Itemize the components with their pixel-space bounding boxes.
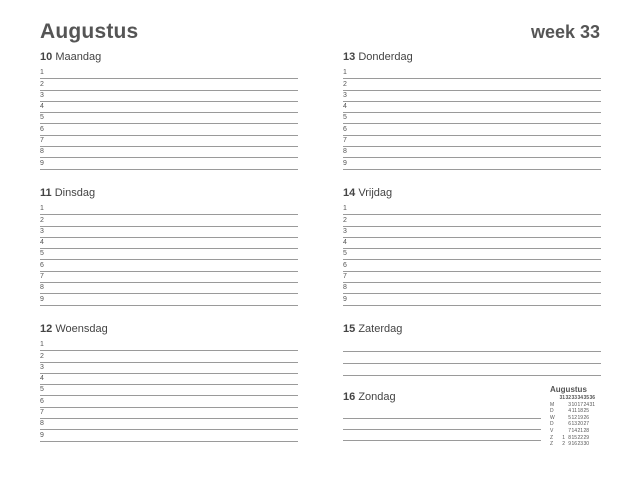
mini-calendar-date: 22 xyxy=(577,434,583,441)
mini-calendar-weekday: D xyxy=(550,408,554,415)
hour-line[interactable] xyxy=(40,79,298,90)
day-header xyxy=(343,322,601,336)
hour-label: 5 xyxy=(40,386,44,394)
hour-line[interactable] xyxy=(40,204,298,215)
hour-line[interactable] xyxy=(40,158,298,169)
writing-line[interactable] xyxy=(343,419,541,430)
hour-line[interactable] xyxy=(40,91,298,102)
hour-line[interactable] xyxy=(343,294,601,305)
hour-line[interactable] xyxy=(343,102,601,113)
hour-line[interactable] xyxy=(343,238,601,249)
day-header xyxy=(40,186,298,200)
mini-calendar-weekday: M xyxy=(550,401,555,408)
hour-label: 2 xyxy=(40,216,44,224)
hour-line[interactable] xyxy=(40,351,298,362)
writing-line[interactable] xyxy=(343,364,601,376)
day-name: Donderdag xyxy=(358,51,413,63)
hour-label: 7 xyxy=(40,137,44,145)
hour-line[interactable] xyxy=(40,238,298,249)
hour-line[interactable] xyxy=(343,113,601,124)
hour-line[interactable] xyxy=(40,215,298,226)
day-number: 16 xyxy=(343,391,356,403)
writing-line[interactable] xyxy=(343,340,601,352)
hour-label: 6 xyxy=(343,125,347,133)
mini-calendar-date xyxy=(589,428,595,435)
mini-calendar-date: 18 xyxy=(577,408,583,415)
hour-label: 5 xyxy=(343,250,347,258)
hour-label: 9 xyxy=(40,159,44,167)
hour-label: 5 xyxy=(40,250,44,258)
mini-calendar-weekday: D xyxy=(550,421,554,428)
hour-label: 1 xyxy=(343,69,347,77)
day-block-tuesday xyxy=(40,186,298,306)
hour-line[interactable] xyxy=(343,147,601,158)
mini-calendar-row xyxy=(550,415,595,422)
hour-line[interactable] xyxy=(40,340,298,351)
hour-line[interactable] xyxy=(40,396,298,407)
day-number: 12 xyxy=(40,323,53,335)
mini-calendar-weeks-row xyxy=(550,395,595,402)
hour-label: 9 xyxy=(40,431,44,439)
hour-label: 3 xyxy=(40,91,44,99)
hour-label: 9 xyxy=(343,295,347,303)
day-block-sunday xyxy=(343,390,541,441)
hour-label: 1 xyxy=(40,205,44,213)
hour-line[interactable] xyxy=(40,385,298,396)
mini-calendar-weekday: Z xyxy=(550,434,554,441)
hour-label: 6 xyxy=(343,261,347,269)
day-header xyxy=(40,322,298,336)
mini-calendar-week-number: 31 xyxy=(559,395,565,401)
hour-line[interactable] xyxy=(343,158,601,169)
hour-line[interactable] xyxy=(40,147,298,158)
hour-line[interactable] xyxy=(40,419,298,430)
mini-calendar-date: 27 xyxy=(583,421,589,428)
mini-calendar-date: 26 xyxy=(583,414,589,421)
hour-label: 6 xyxy=(40,125,44,133)
hour-line[interactable] xyxy=(343,227,601,238)
writing-line[interactable] xyxy=(343,352,601,364)
mini-calendar-row xyxy=(550,402,595,409)
hour-line[interactable] xyxy=(40,283,298,294)
mini-calendar-date: 9 xyxy=(568,441,571,448)
mini-calendar-date: 31 xyxy=(589,401,595,408)
hour-label: 7 xyxy=(40,409,44,417)
day-number: 11 xyxy=(40,187,52,199)
mini-calendar-date: 5 xyxy=(568,414,571,421)
hour-line[interactable] xyxy=(40,102,298,113)
hour-line[interactable] xyxy=(343,91,601,102)
hour-line[interactable] xyxy=(40,363,298,374)
mini-calendar-date: 7 xyxy=(568,427,571,434)
hour-line[interactable] xyxy=(343,215,601,226)
hour-label: 5 xyxy=(40,114,44,122)
mini-calendar-date: 19 xyxy=(577,414,583,421)
hour-line[interactable] xyxy=(40,113,298,124)
hour-line[interactable] xyxy=(40,249,298,260)
day-number: 14 xyxy=(343,187,356,199)
hour-label: 2 xyxy=(40,352,44,360)
day-header xyxy=(343,50,601,64)
day-name: Zondag xyxy=(358,391,396,403)
hour-line[interactable] xyxy=(343,136,601,147)
hour-line[interactable] xyxy=(343,68,601,79)
mini-calendar-date: 24 xyxy=(583,401,589,408)
month-title: Augustus xyxy=(40,20,139,43)
mini-calendar-date: 3 xyxy=(568,401,571,408)
hour-label: 2 xyxy=(40,80,44,88)
hour-label: 4 xyxy=(40,239,44,247)
mini-calendar-date: 4 xyxy=(568,408,571,415)
day-block-monday xyxy=(40,50,298,170)
hour-label: 7 xyxy=(40,273,44,281)
hour-label: 2 xyxy=(343,80,347,88)
day-name: Zaterdag xyxy=(358,323,403,335)
hour-label: 3 xyxy=(40,363,44,371)
hour-line[interactable] xyxy=(343,79,601,90)
mini-calendar xyxy=(550,385,606,448)
hour-label: 4 xyxy=(343,239,347,247)
hour-label: 6 xyxy=(40,397,44,405)
mini-calendar-date: 29 xyxy=(583,434,589,441)
day-name: Woensdag xyxy=(55,323,108,335)
day-header xyxy=(343,390,541,404)
mini-calendar-corner xyxy=(550,395,559,402)
mini-calendar-date: 30 xyxy=(583,441,589,448)
hour-line[interactable] xyxy=(343,124,601,135)
day-number: 15 xyxy=(343,323,356,335)
mini-calendar-date: 12 xyxy=(571,414,577,421)
day-block-thursday xyxy=(343,50,601,170)
mini-calendar-row xyxy=(550,441,595,448)
mini-calendar-title: Augustus xyxy=(550,385,587,394)
mini-calendar-date: 23 xyxy=(577,441,583,448)
mini-calendar-date: 8 xyxy=(568,434,571,441)
hour-label: 8 xyxy=(40,148,44,156)
mini-calendar-week-number: 36 xyxy=(589,395,595,401)
hour-line[interactable] xyxy=(343,249,601,260)
hour-line[interactable] xyxy=(40,68,298,79)
hour-label: 1 xyxy=(40,341,44,349)
hour-label: 7 xyxy=(343,273,347,281)
hour-label: 3 xyxy=(40,227,44,235)
day-header xyxy=(40,50,298,64)
hour-label: 8 xyxy=(40,284,44,292)
hour-label: 6 xyxy=(40,261,44,269)
mini-calendar-date: 10 xyxy=(571,401,577,408)
mini-calendar-date: 15 xyxy=(571,434,577,441)
mini-calendar-week-number: 34 xyxy=(577,395,583,401)
mini-calendar-row xyxy=(550,408,595,415)
mini-calendar-date: 28 xyxy=(583,427,589,434)
mini-calendar-date xyxy=(589,408,595,415)
week-title: week 33 xyxy=(530,22,600,42)
hour-line[interactable] xyxy=(40,124,298,135)
mini-calendar-date: 14 xyxy=(571,427,577,434)
mini-calendar-date: 1 xyxy=(562,434,565,441)
mini-calendar-date xyxy=(589,435,595,442)
mini-calendar-week-number: 35 xyxy=(583,395,589,401)
writing-line[interactable] xyxy=(343,408,541,419)
writing-line[interactable] xyxy=(343,430,541,441)
mini-calendar-date: 13 xyxy=(571,421,577,428)
day-block-saturday xyxy=(343,322,601,376)
day-block-wednesday xyxy=(40,322,298,442)
day-name: Dinsdag xyxy=(54,187,96,199)
mini-calendar-weekday: W xyxy=(550,414,555,421)
hour-line[interactable] xyxy=(40,260,298,271)
day-block-friday xyxy=(343,186,601,306)
mini-calendar-date: 11 xyxy=(571,408,577,415)
hour-line[interactable] xyxy=(40,294,298,305)
hour-label: 1 xyxy=(40,69,44,77)
hour-label: 1 xyxy=(343,205,347,213)
mini-calendar-row xyxy=(550,428,595,435)
mini-calendar-date: 16 xyxy=(571,441,577,448)
mini-calendar-date: 25 xyxy=(583,408,589,415)
hour-line[interactable] xyxy=(343,283,601,294)
hour-label: 5 xyxy=(343,114,347,122)
hour-label: 3 xyxy=(343,227,347,235)
hour-label: 8 xyxy=(40,420,44,428)
hour-label: 3 xyxy=(343,91,347,99)
hour-label: 9 xyxy=(40,295,44,303)
hour-label: 4 xyxy=(40,375,44,383)
mini-calendar-date: 21 xyxy=(577,427,583,434)
hour-line[interactable] xyxy=(343,204,601,215)
hour-line[interactable] xyxy=(40,430,298,441)
hour-line[interactable] xyxy=(343,272,601,283)
mini-calendar-weekday: Z xyxy=(550,441,554,448)
mini-calendar-date: 6 xyxy=(568,421,571,428)
hour-label: 9 xyxy=(343,159,347,167)
hour-line[interactable] xyxy=(40,227,298,238)
hour-label: 4 xyxy=(343,103,347,111)
mini-calendar-weekday: V xyxy=(550,427,554,434)
mini-calendar-date xyxy=(589,421,595,428)
mini-calendar-date xyxy=(589,441,595,448)
day-number: 10 xyxy=(40,51,53,63)
mini-calendar-row xyxy=(550,421,595,428)
hour-line[interactable] xyxy=(40,408,298,419)
hour-label: 8 xyxy=(343,148,347,156)
day-number: 13 xyxy=(343,51,356,63)
hour-label: 8 xyxy=(343,284,347,292)
mini-calendar-date xyxy=(589,415,595,422)
day-header xyxy=(343,186,601,200)
mini-calendar-date: 20 xyxy=(577,421,583,428)
mini-calendar-date: 2 xyxy=(562,441,565,448)
mini-calendar-row xyxy=(550,435,595,442)
day-name: Maandag xyxy=(55,51,102,63)
mini-calendar-week-number: 33 xyxy=(571,395,577,401)
day-name: Vrijdag xyxy=(358,187,393,199)
hour-label: 7 xyxy=(343,137,347,145)
hour-label: 4 xyxy=(40,103,44,111)
mini-calendar-week-number: 32 xyxy=(565,395,571,401)
hour-line[interactable] xyxy=(40,272,298,283)
mini-calendar-date: 17 xyxy=(577,401,583,408)
mini-calendar-grid xyxy=(550,395,595,448)
hour-label: 2 xyxy=(343,216,347,224)
hour-line[interactable] xyxy=(40,374,298,385)
hour-line[interactable] xyxy=(40,136,298,147)
hour-line[interactable] xyxy=(343,260,601,271)
